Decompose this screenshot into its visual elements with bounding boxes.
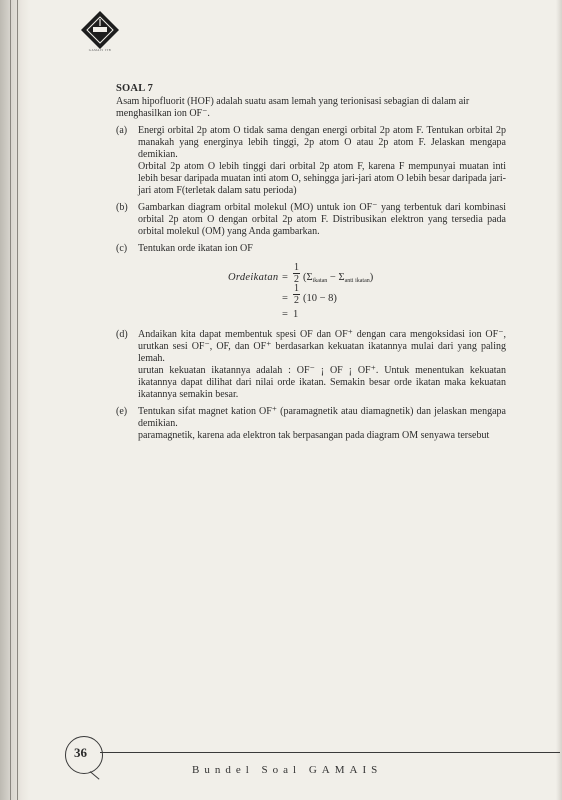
book-title: Bundel Soal GAMAIS [192,764,383,776]
footer-rule-tail [90,771,100,779]
equation-line-3: 1 [293,309,299,320]
fraction-denominator: 2 [294,274,299,285]
question-text: Gambarkan diagram orbital molekul (MO) untuk ion OF⁻ yang terbentuk dari kombinasi orbital 2p atom O dengan orbital 2p atom F. Distribusikan elektron yang tersedia pada orbital molekul (OM) yang Anda gambarkan. [138,202,506,237]
fraction-denominator: 2 [294,295,299,306]
sum-minus: − Σ [327,272,345,283]
equation-lhs: Ordeikatan [228,272,279,283]
equation-line-1 [303,272,373,287]
logo-text: GAMAIS ITB [88,48,112,52]
question-b [116,202,506,238]
sum-open: (Σ [303,272,313,283]
binding-shadow [0,0,30,800]
question-text: Tentukan orde ikatan ion OF [138,243,253,254]
page-number: 36 [74,745,87,760]
equals-sign: = [282,309,288,320]
sum-close: ) [369,272,374,283]
question-text: Tentukan sifat magnet kation OF⁺ (paramagnetik atau diamagnetik) dan jelaskan mengapa demikian. [138,406,506,429]
soal-content [116,83,506,447]
answer-text: paramagnetik, karena ada elektron tak berpasangan pada diagram OM senyawa tersebut [138,430,490,441]
equals-sign: = [282,293,288,304]
fraction-half [293,263,300,284]
question-c [116,243,506,255]
question-label: (e) [116,406,128,417]
footer-rule [100,752,560,753]
question-text: Andaikan kita dapat membentuk spesi OF dan OF⁺ dengan cara mengoksidasi ion OF⁻, urutkan sesi OF⁻, OF, dan OF⁺ berdasarkan kekuatan ikatannya mulai dari yang paling lemah. [138,329,506,364]
question-label: (d) [116,329,128,340]
answer-text: Orbital 2p atom O lebih tinggi dari orbital 2p atom F, karena F mempunyai muatan inti lebih besar daripada muatan inti atom O, sehingga jari-jari atom O lebih besar daripada jari-jari atom F(terletak dalam satu perioda) [138,161,506,196]
bond-order-equation [116,261,506,319]
soal-title: SOAL 7 [116,83,154,94]
binding-line [10,0,11,800]
binding-line [17,0,18,800]
sum-sub-bonding: ikatan [312,278,328,284]
fraction-numerator: 1 [294,283,299,294]
page-edge [556,0,562,800]
fraction-numerator: 1 [294,262,299,273]
equals-sign: = [282,272,288,283]
question-label: (c) [116,243,128,254]
question-a [116,125,506,197]
sum-sub-antibonding: anti ikatan [344,278,370,284]
equation-line-2: (10 − 8) [303,293,337,304]
question-label: (b) [116,202,128,213]
fraction-half [293,284,300,305]
soal-intro: Asam hipofluorit (HOF) adalah suatu asam lemah yang terionisasi sebagian di dalam air menghasilkan ion OF⁻. [116,96,470,119]
question-d [116,329,506,401]
question-text: Energi orbital 2p atom O tidak sama dengan energi orbital 2p atom F. Tentukan orbital 2p manakah yang energinya lebih tinggi, 2p atom O atau 2p atom F. Jelaskan mengapa demikian. [138,125,506,160]
question-label: (a) [116,125,128,136]
question-e [116,406,506,442]
answer-text: urutan kekuatan ikatannya adalah : OF⁻ ¡ OF ¡ OF⁺. Untuk menentukan kekuatan ikatannya dapat dilihat dari nilai orde ikatan. Semakin besar orde ikatan maka kekuatan ikatannya semakin besar. [138,365,506,400]
